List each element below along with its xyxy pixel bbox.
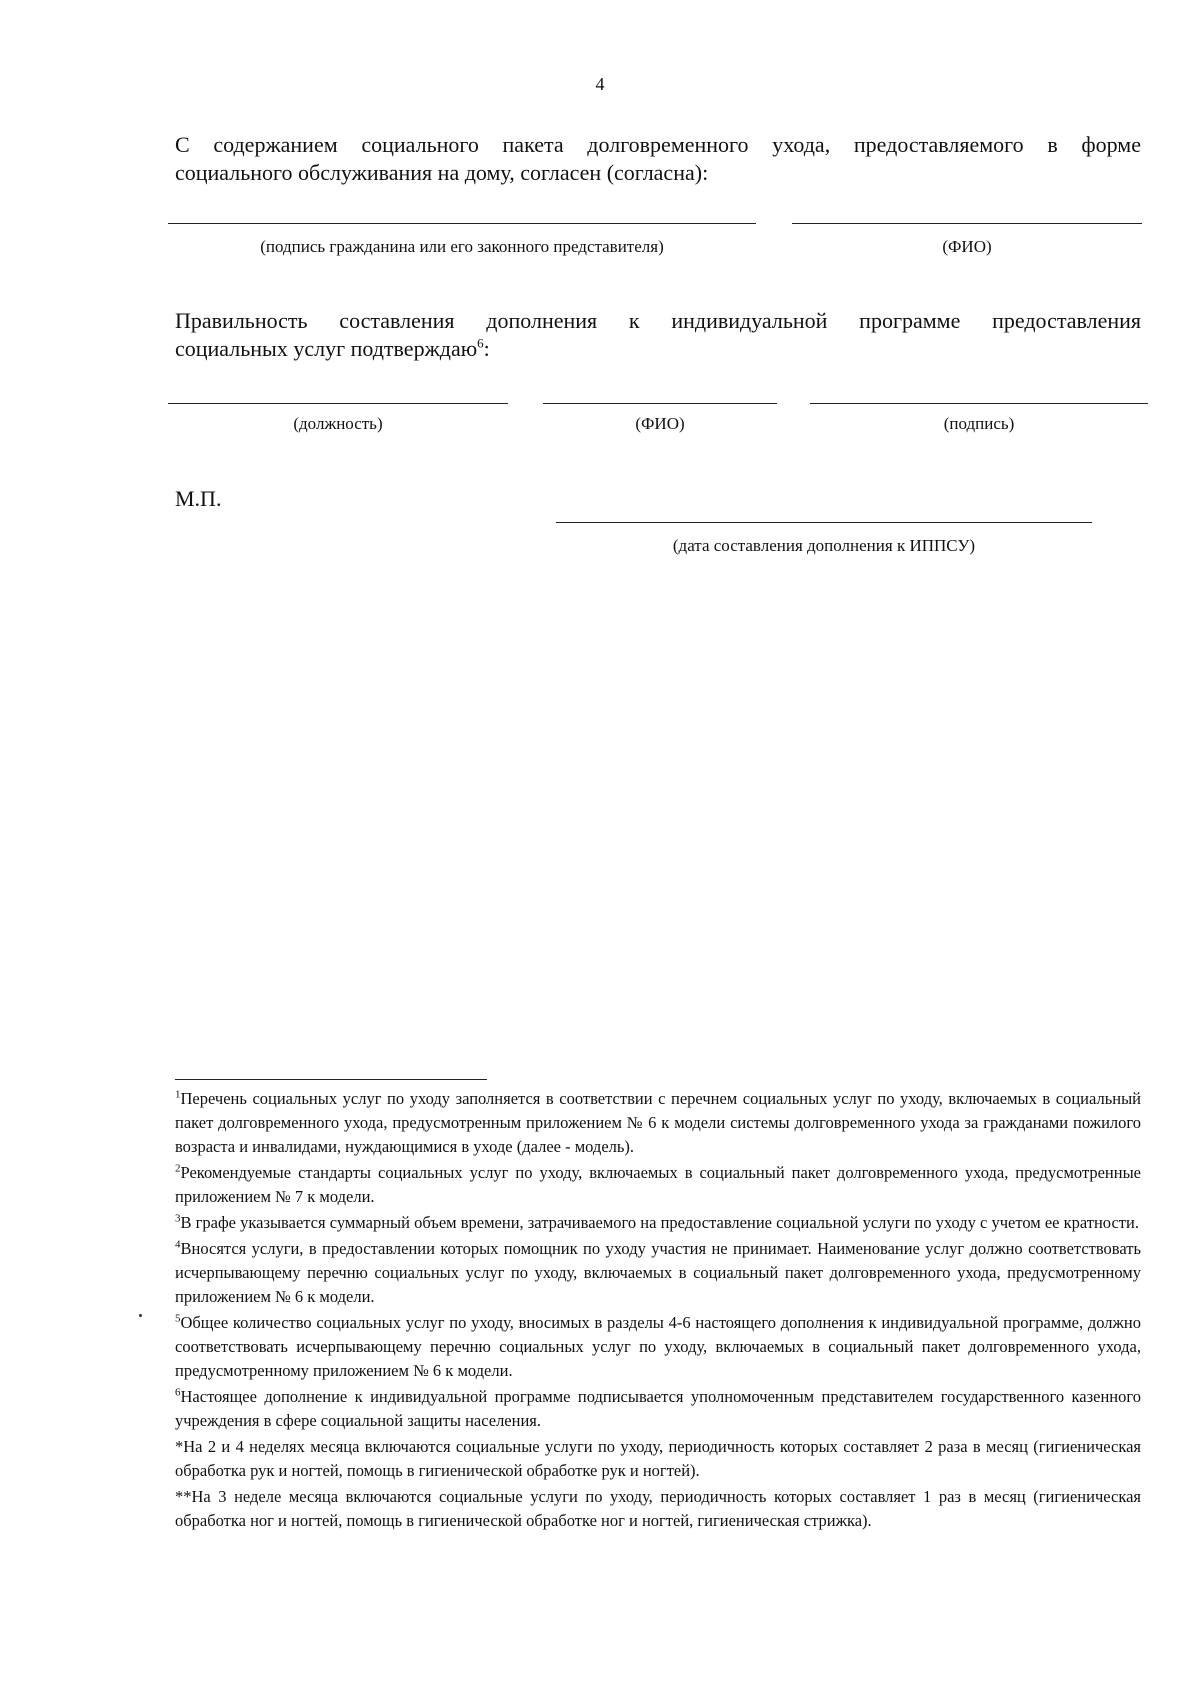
footnote-1: $^1$Перечень социальных услуг по уходу заполняется в соответствии с перечнем социальных услуг по уходу, включаемых в социальный пакет долговременного ухода, предусмотренным приложением № 6 к модели системы долговременного ухода за гражданами пожилого возраста и инвалидами, нуждающимися в уходе (далее - модель). bbox=[175, 1088, 1141, 1156]
date-caption: (дата составления дополнения к ИППСУ) bbox=[672, 536, 976, 555]
date-line[interactable] bbox=[556, 522, 1092, 523]
official-fio-caption: (ФИО) bbox=[635, 414, 685, 433]
footnote-2: $^2$Рекомендуемые стандарты социальных услуг по уходу, включаемых в социальный пакет долговременного ухода, предусмотренные приложением № 7 к модели. bbox=[175, 1162, 1141, 1206]
consent-statement bbox=[175, 131, 1141, 187]
position-line[interactable] bbox=[168, 403, 508, 404]
citizen-signature-line[interactable] bbox=[168, 223, 756, 224]
position-caption: (должность) bbox=[293, 414, 383, 433]
consent-line-1: С содержанием социального пакета долговременного ухода, предоставляемого в форме bbox=[175, 132, 1141, 157]
confirmation-statement bbox=[175, 307, 1141, 363]
citizen-signature-caption: (подпись гражданина или его законного представителя) bbox=[260, 237, 664, 256]
footnote-3: $^3$В графе указывается суммарный объем времени, затрачиваемого на предоставление социальной услуги по уходу с учетом ее кратности. bbox=[175, 1212, 1139, 1232]
footnotes bbox=[175, 1087, 1141, 1535]
official-signature-caption: (подпись) bbox=[943, 414, 1015, 433]
stamp-place: М.П. bbox=[175, 486, 222, 511]
citizen-fio-line[interactable] bbox=[792, 223, 1142, 224]
footnote-4: $^4$Вносятся услуги, в предоставлении которых помощник по уходу участия не принимает. Наименование услуг должно соответствовать исчерпывающему перечню социальных услуг по уходу, включаемых в социальный пакет долговременного ухода, предусмотренному приложением № 6 к модели. bbox=[175, 1238, 1141, 1306]
footnote-separator bbox=[175, 1079, 487, 1080]
footnote-double-asterisk: **На 3 неделе месяца включаются социальные услуги по уходу, периодичность которых составляет 1 раз в месяц (гигиеническая обработка ног и ногтей, помощь в гигиенической обработке ног и ногтей, гигиеническая стрижка). bbox=[175, 1487, 1141, 1530]
confirmation-line-2-text: социальных услуг подтверждаю bbox=[175, 336, 478, 361]
footnote-asterisk: *На 2 и 4 неделях месяца включаются социальные услуги по уходу, периодичность которых составляет 2 раза в месяц (гигиеническая обработка рук и ногтей, помощь в гигиенической обработке рук и ногтей). bbox=[175, 1437, 1141, 1480]
footnote-5: $^5$Общее количество социальных услуг по уходу, вносимых в разделы 4-6 настоящего дополнения к индивидуальной программе, должно соответствовать исчерпывающему перечню социальных услуг по уходу, включаемых в социальный пакет долговременного ухода, предусмотренному приложением № 6 к модели. bbox=[175, 1312, 1141, 1380]
confirmation-line-2-end: : bbox=[483, 336, 490, 361]
consent-line-2: социального обслуживания на дому, согласен (согласна): bbox=[175, 160, 709, 185]
confirmation-line-1: Правильность составления дополнения к индивидуальной программе предоставления bbox=[175, 308, 1141, 333]
footnote-ref-6: 6 bbox=[477, 335, 484, 351]
citizen-fio-caption: (ФИО) bbox=[942, 237, 992, 256]
official-signature-line[interactable] bbox=[810, 403, 1148, 404]
scan-speck bbox=[139, 1314, 142, 1317]
confirmation-line-2 bbox=[175, 335, 1141, 363]
page-number: 4 bbox=[595, 74, 605, 94]
footnote-6: $^6$Настоящее дополнение к индивидуальной программе подписывается уполномоченным представителем государственного казенного учреждения в сфере социальной защиты населения. bbox=[175, 1386, 1141, 1430]
official-fio-line[interactable] bbox=[543, 403, 777, 404]
